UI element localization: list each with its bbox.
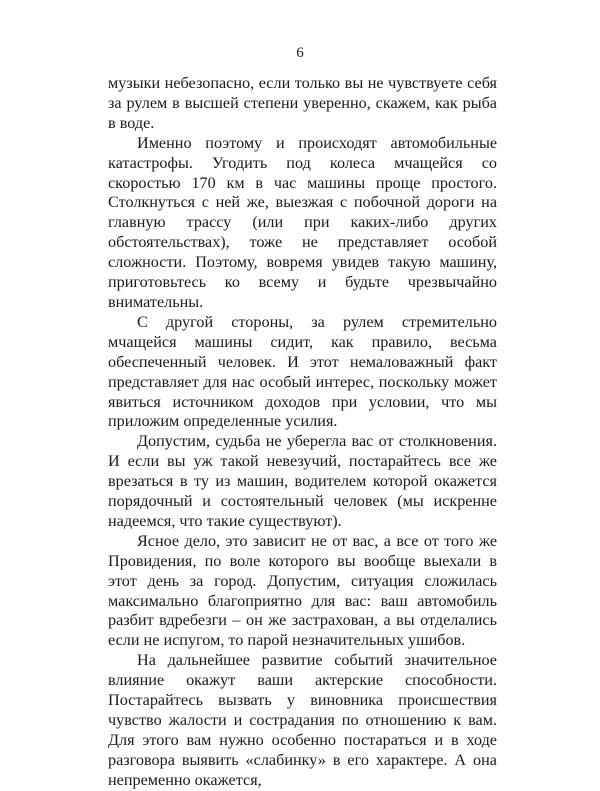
body-text	[108, 74, 497, 791]
paragraph-5: Ясное дело, это зависит не от вас, а все от того же Провидения, по воле которого вы вообще выехали в этот день за город. Допустим, ситуация сложилась максимально благоприятно для вас: ваш автомобиль разбит вдребезги – он же застрахован, а вы отделались если не испугом, то парой незначительных ушибов.	[108, 531, 497, 650]
page-number: 6	[296, 45, 304, 61]
paragraph-2: Именно поэтому и происходят автомобильные катастрофы. Угодить под колеса мчащейся со скоростью 170 км в час машины проще простого. Столкнуться с ней же, выезжая с побочной дороги на главную трассу (или при каких-либо других обстоятельствах), тоже не представляет особой сложности. Поэтому, вовремя увидев такую машину, приготовьтесь ко всему и будьте чрезвычайно внимательны.	[108, 133, 497, 311]
paragraph-6: На дальнейшее развитие событий значительное влияние окажут ваши актерские способности. Постарайтесь вызвать у виновника происшествия чувство жалости и сострадания по отношению к вам. Для этого вам нужно особенно постараться и в ходе разговора выявить «слабинку» в его характере. А она непременно окажется,	[108, 651, 497, 789]
paragraph-3: С другой стороны, за рулем стремительно мчащейся машины сидит, как правило, весьма обеспеченный человек. И этот немаловажный факт представляет для нас особый интерес, поскольку может явиться источником доходов при условии, что мы приложим определенные усилия.	[108, 312, 497, 431]
paragraph-1: музыки небезопасно, если только вы не чувствуете себя за рулем в высшей степени уверенно, скажем, как рыба в воде.	[108, 74, 497, 132]
paragraph-4: Допустим, судьба не уберегла вас от столкновения. И если вы уж такой невезучий, постарайтесь все же врезаться в ту из машин, водителем которой окажется порядочный и состоятельный человек (мы искренне надеемся, что такие существуют).	[108, 432, 497, 530]
